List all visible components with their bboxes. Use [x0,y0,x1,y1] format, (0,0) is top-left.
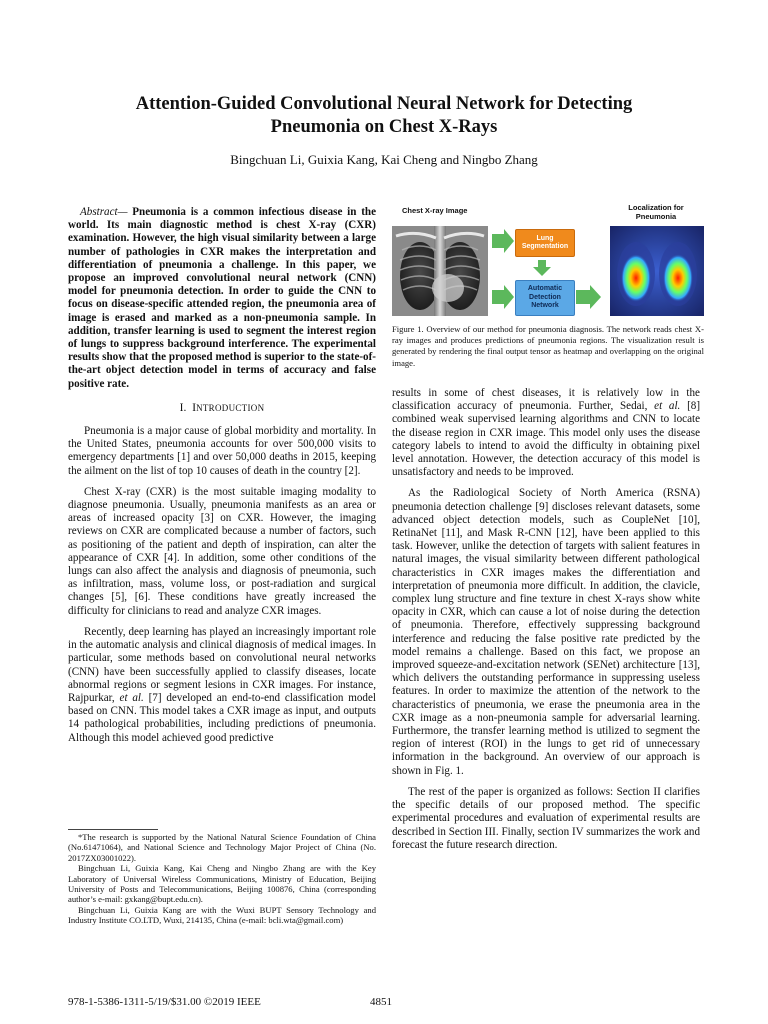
section-title-rest: NTRODUCTION [196,402,265,413]
lung-segmentation-box: Lung Segmentation [515,229,575,257]
footer-copyright: 978-1-5386-1311-5/19/$31.00 ©2019 IEEE [68,996,261,1008]
title-line-1: Attention-Guided Convolutional Neural Network for Detecting [135,94,633,114]
footnotes [68,832,376,926]
paper-title [60,93,708,139]
author-list: Bingchuan Li, Guixia Kang, Kai Cheng and Ningbo Zhang [230,152,538,167]
title-line-2: Pneumonia on Chest X-Rays [270,117,498,137]
figure-caption: Figure 1. Overview of our method for pneumonia diagnosis. The network reads chest X-ray images and produces predictions of pneumonia regions. The visualization result is generated by rendering the final output tensor as heatmap and overlapping on the original image. [392,324,704,368]
arrow-to-localization [576,285,601,309]
et-al: et al. [119,691,144,704]
intro-paragraph-4: results in some of chest diseases, it is relatively low in the classification accuracy of pneumonia. Further, Sedai, et al. [8] combined weak supervised learning algorithms and CNN to locate the disease region in CXR image. This model only uses the disease category labels to intend to avoid the difficulty in obtaining pixel level annotation. However, the detection accuracy of this model is unsatisfactory and needs to be improved. [392,387,701,479]
pneumonia-heatmap-image [610,226,704,316]
footnote-divider [68,829,158,830]
abstract [68,206,376,391]
et-al: et al. [654,400,681,413]
section-numeral: I. [179,401,187,414]
footnote-affiliation-1: Bingchuan Li, Guixia Kang, Kai Cheng and Ningbo Zhang are with the Key Laboratory of Universal Wireless Communications, Ministry of Education, Beijing University of Posts and Telecommunications, Beijing 100876, China (corresponding author’s e-mail: gxkang@bupt.edu.cn). [68,863,376,905]
footnote-funding: *The research is supported by the National Natural Science Foundation of China (No.61471064), and National Science and Technology Major Project of China (No. 2017ZX03001022). [68,832,376,863]
abstract-text: Pneumonia is a common infectious disease in the world. Its main diagnostic method is chest X-ray (CXR) examination. However, the high visual similarity between a large number of pathologies in CXR makes the interpretation and differentiation of pneumonia a challenge. In this paper, we propose an improved convolutional neural network (CNN) model for pneumonia detection. In order to guide the CNN to focus on disease-specific attended region, the pneumonia area of image is erased and marked as a non-pneumonia sample. In addition, transfer learning is used to segment the interest region of lungs to suppress background interference. The experimental results show that the proposed method is superior to the state-of-the-art object detection model in terms of accuracy and false positive rate. [68,206,376,390]
page-number: 4851 [370,996,392,1008]
section-heading [68,401,376,415]
section-title-initial: I [192,399,197,414]
figure-label-xray: Chest X-ray Image [402,206,468,215]
arrow-to-detection [492,285,514,309]
figure-label-localization: Localization for Pneumonia [628,203,684,221]
footnote-affiliation-2: Bingchuan Li, Guixia Kang are with the Wuxi BUPT Sensory Technology and Industry Institute CO.LTD, Wuxi, 214135, China (e-mail: bcli.wta@gmail.com) [68,904,376,926]
figure-1 [392,204,704,316]
intro-paragraph-3: Recently, deep learning has played an increasingly important role in the automatic analysis and clinical diagnosis of medical images. In particular, some methods based on convolutional neural networks (CNN) have been successfully applied to classify diseases, locate abnormal regions or segment lesions in CXR images. For instance, Rajpurkar, et al. [7] developed an end-to-end classification model based on CNN. This model takes a CXR image as input, and outputs 14 pathological probabilities, including predictions of pneumonia. Although this model achieved good predictive [68,625,376,744]
abstract-label: Abstract— [80,206,133,218]
intro-paragraph-1: Pneumonia is a major cause of global morbidity and mortality. In the United States, pneumonia accounts for over 500,000 visits to emergency departments [1] and over 50,000 deaths in 2015, keeping the ailment on the list of top 10 causes of death in the country [2]. [68,425,376,477]
left-column [68,206,376,753]
arrow-down [533,260,551,276]
detection-network-box: Automatic Detection Network [515,280,575,316]
right-column [392,387,700,860]
intro-paragraph-5: As the Radiological Society of North America (RSNA) pneumonia detection challenge [9] discloses relevant datasets, some advanced object detection models, such as CoupleNet [10], RetinaNet [11], and Mask R-CNN [12], have been applied to this task. However, unlike the detection of targets with salient features in natural images, the visual similarity between different pathological characteristics in CXR images makes the differentiation and interpretation of pneumonia more difficult. In addition, the clavicle, complex lung structure and fine texture in chest X-rays show white opacity in CXR, which can cause a lot of noise during the detection of pneumonia. Therefore, effectively suppressing background interference and reducing the false positive rate predicted by the model remains a challenge. Based on this fact, we propose an improved squeeze-and-excitation network (SENet) architecture [13], which delivers the outstanding performance in suppressing useless features. In order to maximize the attention of the network to the characteristics of pneumonia, we erase the pneumonia area in the CXR image as a non-pneumonia sample for adversarial learning. Furthermore, the transfer learning method is utilized to segment the region of interest (ROI) in the lungs to get rid of unnecessary information in the background. An overview of our approach is shown in Fig. 1. [392,487,700,777]
intro-paragraph-6: The rest of the paper is organized as follows: Section II clarifies the specific details of our proposed method. The specific experimental procedures and evaluation of experimental results are described in Section III. Finally, section IV summarizes the work and forecast the future research direction. [392,785,700,851]
intro-paragraph-2: Chest X-ray (CXR) is the most suitable imaging modality to diagnose pneumonia. Usually, pneumonia manifests as an area or areas of increased opacity [3] on CXR. However, the imaging reviews on CXR are complicated because a number of factors, such as positioning of the patient and depth of inspiration, can alter the appearance of CXR [4]. In addition, some other conditions of the lungs can also affect the analysis and diagnosis of pneumonia, such as infiltration, mass, volume loss, or post-radiation and surgical changes [5], [6]. These conditions have greatly increased the difficulty for clinicians to read and analyze CXR images. [68,485,376,617]
arrow-to-segmentation [492,229,514,253]
